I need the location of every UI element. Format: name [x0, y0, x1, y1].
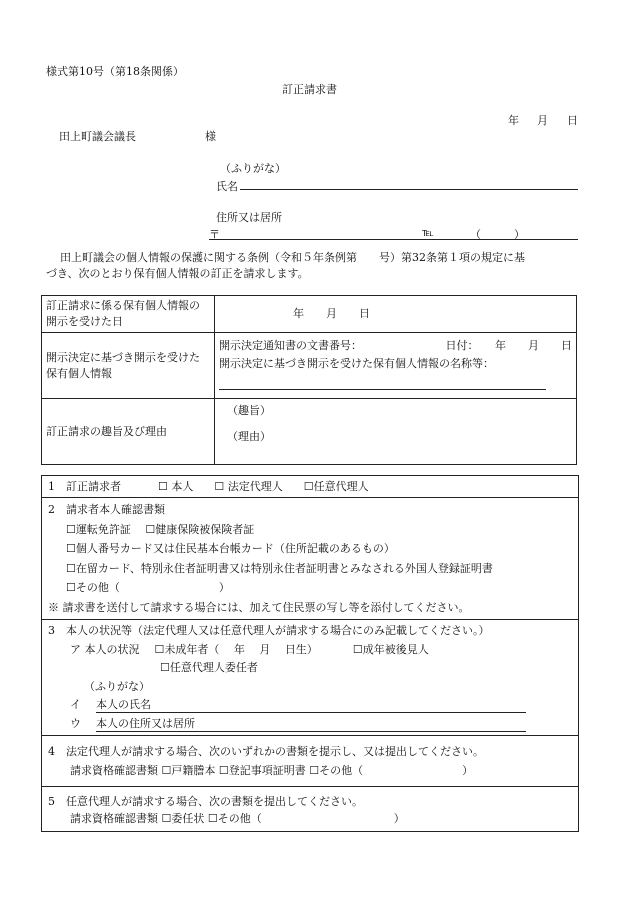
- tel-parens: （ ）: [470, 228, 525, 241]
- checkbox-delegator[interactable]: ☐任意代理人委任者: [160, 661, 258, 674]
- sections-table: [41, 475, 579, 832]
- id-docs-line3[interactable]: ☐在留カード、特別永住者証明書又は特別永住者証明書とみなされる外国人登録証明書: [66, 561, 493, 575]
- reason-label: （理由）: [227, 430, 271, 443]
- postal-mark: 〒: [209, 228, 220, 241]
- form-number: 様式第10号（第18条関係）: [46, 65, 184, 78]
- name-field[interactable]: [240, 189, 578, 190]
- section-principal-status: [42, 620, 578, 736]
- legal-agent-docs[interactable]: 請求資格確認書類 ☐戸籍謄本 ☐登記事項証明書 ☐その他（ ）: [70, 764, 474, 777]
- id-docs-line1[interactable]: ☐運転免許証 ☐健康保険被保険者証: [66, 522, 255, 536]
- info-name-field[interactable]: [219, 373, 546, 390]
- principal-address-field[interactable]: 本人の住所又は居所: [96, 717, 526, 732]
- id-docs-line2[interactable]: ☐個人番号カード又は住民基本台帳カード（住所記載のあるもの）: [66, 542, 395, 555]
- disclosure-date-label: 訂正請求に係る保有個人情報の開示を受けた日: [42, 296, 215, 333]
- doc-number-label: 開示決定通知書の文書番号：: [219, 339, 362, 352]
- intro-line2: づき、次のとおり保有個人情報の訂正を請求します。: [46, 267, 309, 280]
- checkbox-voluntary-agent[interactable]: ☐任意代理人: [303, 480, 369, 493]
- info-name-label: 開示決定に基づき開示を受けた保有個人情報の名称等：: [219, 357, 494, 370]
- section2-title: 2 請求者本人確認書類: [48, 503, 165, 516]
- disclosed-info-cell[interactable]: [215, 333, 577, 399]
- section4-title: 4 法定代理人が請求する場合、次のいずれかの書類を提示し、又は提出してください。: [48, 745, 484, 758]
- id-docs-note: ※ 請求書を送付して請求する場合には、加えて住民票の写し等を添付してください。: [48, 600, 470, 614]
- principal-name-field[interactable]: 本人の氏名: [96, 698, 526, 713]
- checkbox-legal-agent[interactable]: ☐ 法定代理人: [214, 480, 283, 493]
- section-id-documents: [42, 498, 578, 620]
- section5-title: 5 任意代理人が請求する場合、次の書類を提出してください。: [48, 795, 363, 808]
- checkbox-minor[interactable]: ☐未成年者（ 年 月 日生）: [154, 642, 318, 656]
- date-month: 月: [537, 114, 548, 127]
- address-label: 住所又は居所: [216, 211, 282, 224]
- request-details-table: [41, 295, 577, 465]
- principal-address-marker: ウ: [70, 716, 81, 730]
- principal-name-marker: イ: [70, 698, 81, 711]
- id-docs-other[interactable]: ☐その他（ ）: [66, 581, 230, 594]
- checkbox-adult-ward[interactable]: ☐成年被後見人: [352, 642, 429, 656]
- section3-title: 3 本人の状況等（法定代理人又は任意代理人が請求する場合にのみ記載してください。）: [48, 624, 490, 637]
- disclosure-date-value[interactable]: 年 月 日: [215, 296, 577, 333]
- name-label: 氏名: [216, 180, 238, 193]
- section-voluntary-agent-docs: [42, 787, 578, 831]
- address-field[interactable]: [209, 239, 578, 240]
- principal-furigana: （ふりがな）: [84, 679, 150, 693]
- purpose-reason-cell[interactable]: [215, 399, 577, 465]
- tel-icon: ℡: [422, 226, 434, 239]
- voluntary-agent-docs[interactable]: 請求資格確認書類 ☐委任状 ☐その他（ ）: [70, 812, 405, 825]
- page-title: 訂正請求書: [282, 83, 337, 96]
- furigana-label: （ふりがな）: [220, 162, 286, 175]
- purpose-reason-label: 訂正請求の趣旨及び理由: [42, 399, 215, 465]
- addressee: 田上町議会議長: [59, 130, 136, 143]
- principal-status-label: ア 本人の状況: [70, 642, 140, 656]
- doc-date-label: 日付： 年 月 日: [445, 339, 572, 352]
- date-day: 日: [567, 114, 578, 127]
- section-requester-type: [42, 476, 578, 498]
- section1-title: 1 訂正請求者: [48, 480, 121, 493]
- intro-line1: 田上町議会の個人情報の保護に関する条例（令和５年条例第 号）第32条第１項の規定に基: [60, 251, 525, 264]
- disclosed-info-label: 開示決定に基づき開示を受けた保有個人情報: [42, 333, 215, 399]
- section-legal-agent-docs: [42, 736, 578, 787]
- purpose-label: （趣旨）: [227, 404, 271, 417]
- date-year: 年: [508, 114, 519, 127]
- checkbox-self[interactable]: ☐ 本人: [158, 480, 194, 493]
- honorific: 様: [205, 130, 216, 143]
